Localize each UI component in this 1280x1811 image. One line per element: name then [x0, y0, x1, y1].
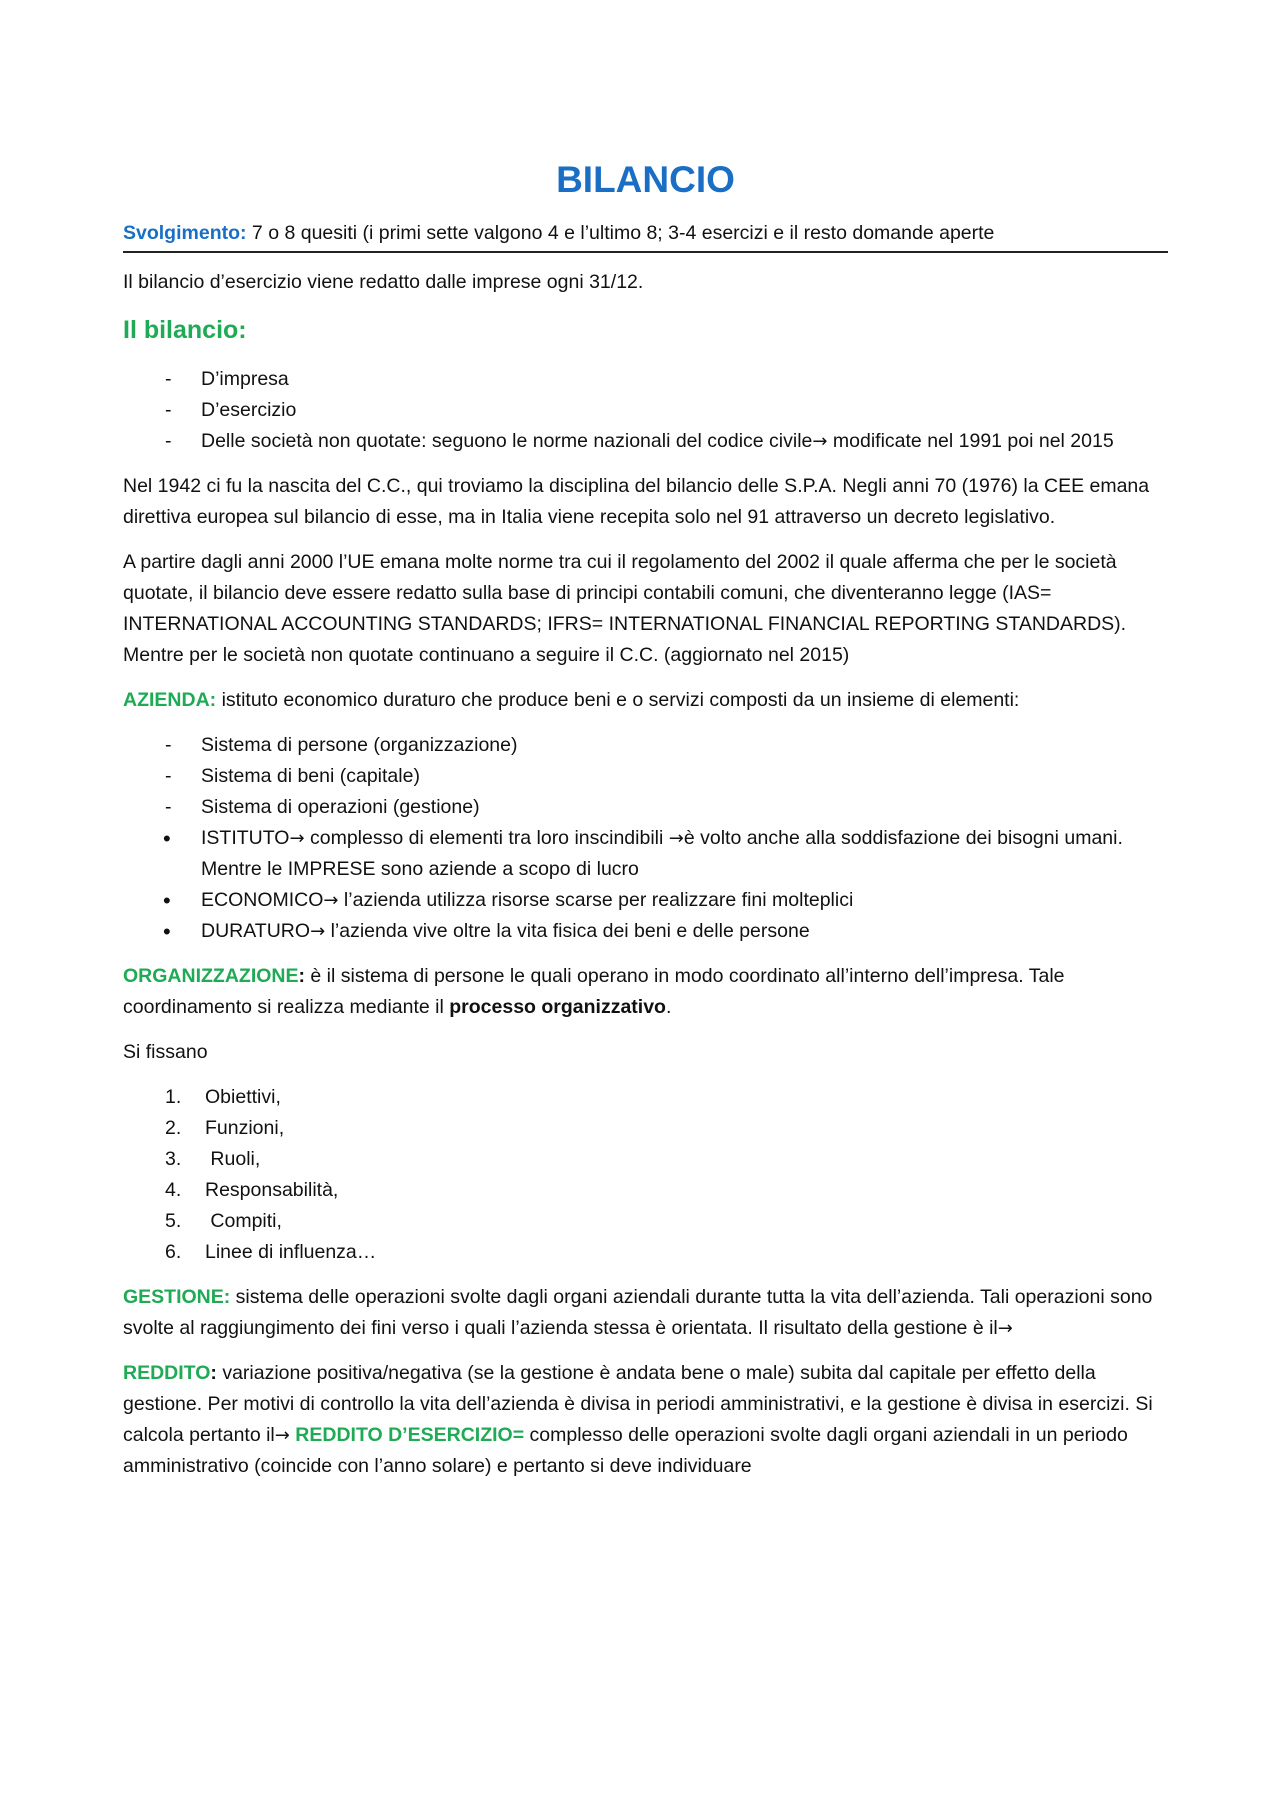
page-title: BILANCIO [556, 159, 735, 200]
organizzazione-colon: : [298, 965, 305, 987]
paragraph-1942: Nel 1942 ci fu la nascita del C.C., qui troviamo la disciplina del bilancio delle S.P.A. Negli anni 70 (1976) la CEE emana direttiva europea sul bilancio di esse, ma in Italia viene recepita solo nel 91 attraverso un decreto legislativo. [123, 475, 1150, 528]
list-item-text: Linee di influenza… [205, 1241, 377, 1263]
list-item [123, 395, 1168, 426]
svolgimento-text: 7 o 8 quesiti (i primi sette valgono 4 e l’ultimo 8; 3-4 esercizi e il resto domande aperte [246, 222, 995, 244]
azienda-list [123, 730, 1168, 947]
list-number: 6. [165, 1241, 182, 1263]
list-item [123, 1237, 1168, 1268]
list-number: 2. [165, 1117, 182, 1139]
list-item-text: Funzioni, [205, 1117, 285, 1139]
fissano-list [123, 1082, 1168, 1268]
list-item [123, 823, 1168, 885]
list-item-text: l’azienda vive oltre la vita fisica dei beni e delle persone [325, 920, 810, 942]
list-item [123, 364, 1168, 395]
dash-marker: - [165, 734, 172, 756]
list-item [123, 792, 1168, 823]
gestione-text: sistema delle operazioni svolte dagli organi aziendali durante tutta la vita dell’azienda. Tali operazioni sono svolte al raggiungimento dei fini verso i quali l’azienda stessa è orientata. Il risultato della gestione è il [123, 1286, 1153, 1339]
list-number: 3. [165, 1148, 182, 1170]
list-item-text: Sistema di operazioni (gestione) [201, 796, 480, 818]
dash-marker: - [165, 368, 172, 390]
arrow-right-icon: → [289, 828, 305, 849]
list-item-text: è volto anche alla soddisfazione dei bisogni umani. Mentre le IMPRESE sono aziende a scopo di lucro [201, 827, 1123, 880]
bullet-icon: • [163, 826, 171, 851]
list-item-text: Ruoli, [205, 1148, 261, 1170]
organizzazione-end: . [665, 996, 672, 1018]
si-fissano: Si fissano [123, 1041, 208, 1063]
dash-marker: - [165, 796, 172, 818]
list-item [123, 730, 1168, 761]
gestione-label: GESTIONE: [123, 1286, 231, 1308]
list-item-text: Sistema di persone (organizzazione) [201, 734, 518, 756]
list-item-text: D’impresa [201, 368, 289, 390]
arrow-right-icon: → [812, 431, 828, 452]
azienda-label: AZIENDA: [123, 689, 217, 711]
bullet-icon: • [163, 888, 171, 913]
list-item-text: complesso di elementi tra loro inscindibili [304, 827, 669, 849]
list-item-text: ISTITUTO [201, 827, 290, 849]
list-item-text: Sistema di beni (capitale) [201, 765, 420, 787]
list-item-text: ECONOMICO [201, 889, 324, 911]
list-item-text: D’esercizio [201, 399, 297, 421]
list-item [123, 885, 1168, 916]
gestione-definition [123, 1282, 1168, 1344]
list-item-text: l’azienda utilizza risorse scarse per realizzare fini molteplici [338, 889, 854, 911]
heading-bilancio: Il bilancio: [123, 316, 247, 344]
dash-marker: - [165, 765, 172, 787]
reddito-label: REDDITO [123, 1362, 211, 1384]
paragraph-2000: A partire dagli anni 2000 l’UE emana molte norme tra cui il regolamento del 2002 il quale afferma che per le società quotate, il bilancio deve essere redatto sulla base di principi contabili comuni, che diventeranno legge (IAS= INTERNATIONAL ACCOUNTING STANDARDS; IFRS= INTERNATIONAL FINANCIAL REPORTING STANDARDS). Mentre per le società non quotate continuano a seguire il C.C. (aggiornato nel 2015) [123, 551, 1127, 666]
list-item-text: Obiettivi, [205, 1086, 281, 1108]
list-number: 4. [165, 1179, 182, 1201]
azienda-definition [123, 685, 1168, 716]
list-item-text: Responsabilità, [205, 1179, 339, 1201]
list-item [123, 426, 1168, 457]
organizzazione-text: è il sistema di persone le quali operano in modo coordinato all’interno dell’impresa. Tale coordinamento si realizza mediante il [123, 965, 1065, 1018]
reddito-text-2: complesso delle operazioni svolte dagli organi aziendali in un periodo amministrativo (coincide con l’anno solare) e pertanto si deve individuare [123, 1424, 1128, 1477]
svolgimento-label: Svolgimento: [123, 222, 247, 244]
list-item-text: Compiti, [205, 1210, 282, 1232]
arrow-right-icon: → [668, 828, 684, 849]
list-number: 5. [165, 1210, 182, 1232]
azienda-text: istituto economico duraturo che produce beni e o servizi composti da un insieme di elementi: [216, 689, 1020, 711]
list-item-text: DURATURO [201, 920, 311, 942]
arrow-right-icon: → [323, 890, 339, 911]
document-page [123, 150, 1168, 1496]
list-item [123, 1175, 1168, 1206]
reddito-definition [123, 1358, 1168, 1482]
processo-organizzativo: processo organizzativo [449, 996, 666, 1018]
list-item-text: modificate nel 1991 poi nel 2015 [827, 430, 1114, 452]
bullet-icon: • [163, 919, 171, 944]
dash-marker: - [165, 399, 172, 421]
organizzazione-label: ORGANIZZAZIONE [123, 965, 299, 987]
arrow-right-icon: → [274, 1425, 290, 1446]
organizzazione-definition [123, 961, 1168, 1023]
list-item [123, 1206, 1168, 1237]
reddito-text: variazione positiva/negativa (se la gestione è andata bene o male) subita dal capitale per effetto della gestione. Per motivi di controllo la vita dell’azienda è divisa in periodi amministrativi, e la gestione è divisa in esercizi. Si calcola pertanto il [123, 1362, 1153, 1446]
list-item [123, 761, 1168, 792]
dash-marker: - [165, 430, 172, 452]
list-item-text: Delle società non quotate: seguono le norme nazionali del codice civile [201, 430, 813, 452]
intro-paragraph: Il bilancio d’esercizio viene redatto dalle imprese ogni 31/12. [123, 271, 644, 293]
list-number: 1. [165, 1086, 182, 1108]
svolgimento-line [123, 218, 1168, 253]
list-item [123, 916, 1168, 947]
list-item [123, 1144, 1168, 1175]
reddito-esercizio-label: REDDITO D’ESERCIZIO= [289, 1424, 525, 1446]
arrow-right-icon: → [997, 1318, 1013, 1339]
reddito-colon: : [210, 1362, 217, 1384]
bilancio-list [123, 364, 1168, 457]
arrow-right-icon: → [310, 921, 326, 942]
list-item [123, 1113, 1168, 1144]
list-item [123, 1082, 1168, 1113]
